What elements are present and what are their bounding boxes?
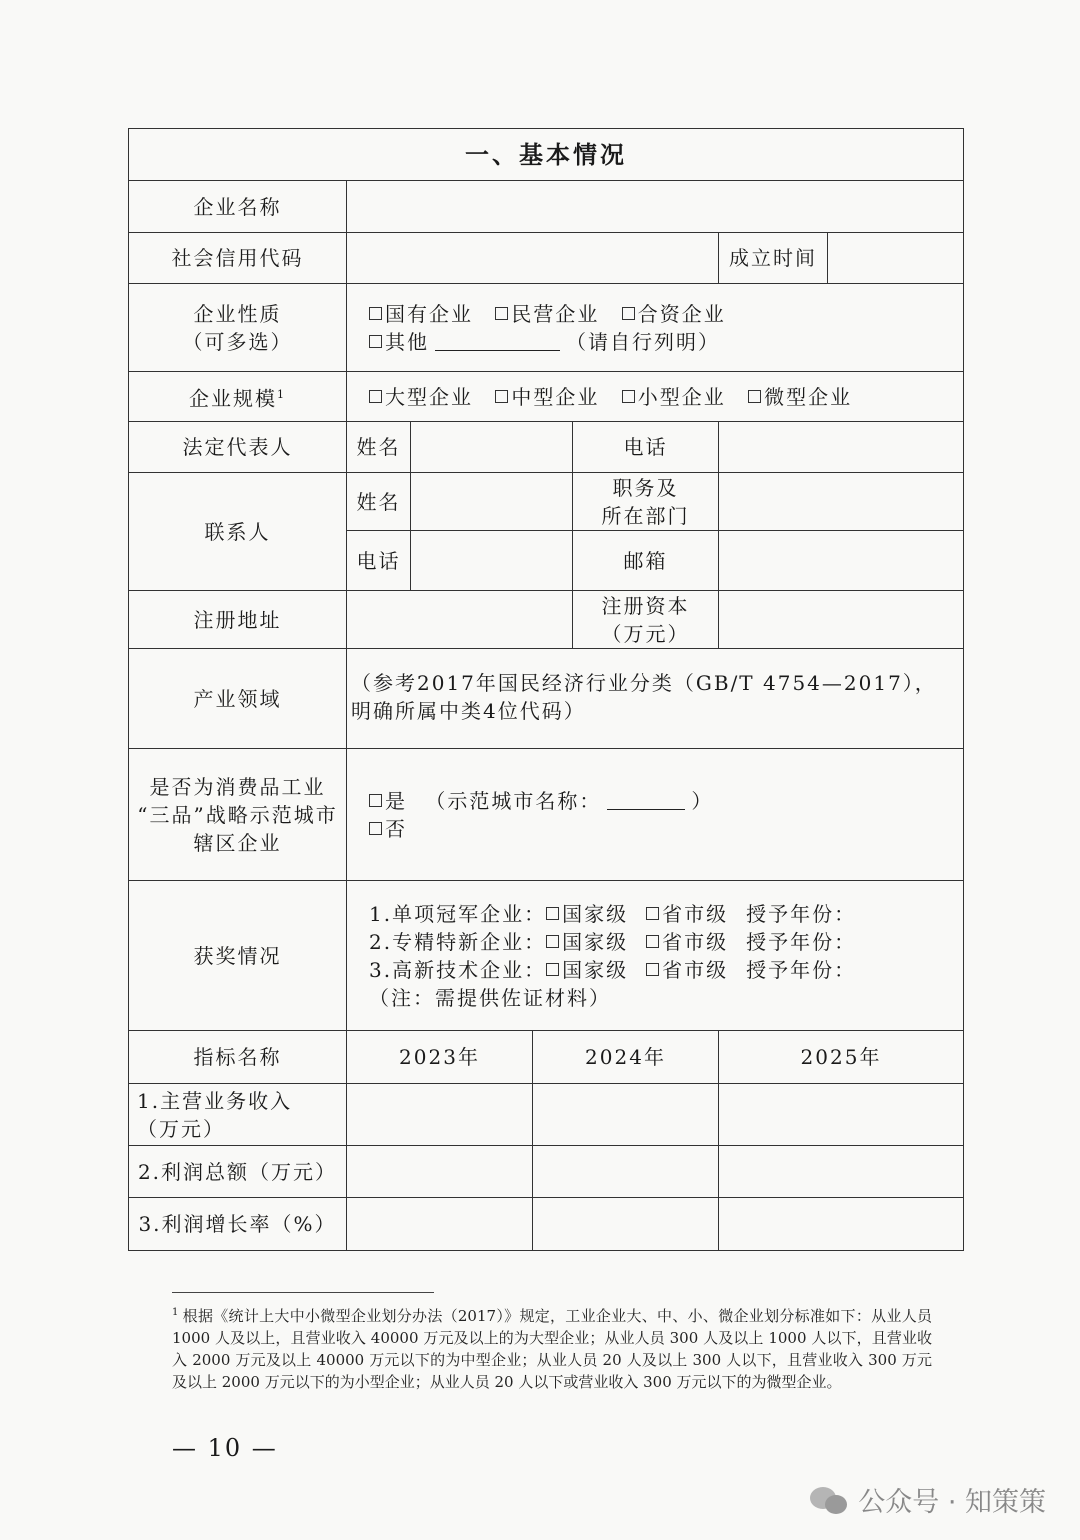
legal-rep-phone-label: 电话 (573, 422, 719, 473)
year-header-2023: 2023年 (347, 1031, 533, 1084)
contact-name-field[interactable] (411, 473, 573, 531)
revenue-2024-field[interactable] (533, 1084, 719, 1146)
indicator-profit-growth: 3.利润增长率（%） (129, 1198, 347, 1251)
demo-option-yes[interactable]: 是 (369, 789, 407, 813)
checkbox-icon (622, 307, 635, 320)
checkbox-icon (748, 390, 761, 403)
footnote-mark: 1 (172, 1307, 179, 1318)
award-row-champion: 1.单项冠军企业： 国家级 省市级 授予年份： (369, 901, 857, 926)
established-label: 成立时间 (719, 233, 828, 284)
established-field[interactable] (828, 233, 964, 284)
table-row (129, 1146, 964, 1198)
page-number: — 10 — (172, 1434, 278, 1462)
revenue-2025-field[interactable] (719, 1084, 964, 1146)
reg-capital-label: 注册资本 （万元） (573, 591, 719, 649)
checkbox-icon (622, 390, 635, 403)
contact-name-label: 姓名 (347, 473, 411, 531)
credit-code-field[interactable] (347, 233, 719, 284)
indicator-header: 指标名称 (129, 1031, 347, 1084)
industry-label: 产业领域 (129, 649, 347, 749)
reg-address-label: 注册地址 (129, 591, 347, 649)
scale-option-micro[interactable]: 微型企业 (748, 385, 852, 409)
demo-city-name-blank[interactable] (607, 789, 685, 810)
checkbox-icon (495, 307, 508, 320)
scale-options (347, 372, 964, 422)
email-label: 邮箱 (573, 531, 719, 591)
year-header-2024: 2024年 (533, 1031, 719, 1084)
year-header-2025: 2025年 (719, 1031, 964, 1084)
profit-2023-field[interactable] (347, 1146, 533, 1198)
award-hightech-provincial[interactable]: 省市级 (646, 958, 728, 982)
legal-rep-name-field[interactable] (411, 422, 573, 473)
credit-code-label: 社会信用代码 (129, 233, 347, 284)
checkbox-icon (646, 907, 659, 920)
nature-label (129, 284, 347, 372)
award-specialized-provincial[interactable]: 省市级 (646, 930, 728, 954)
growth-2025-field[interactable] (719, 1198, 964, 1251)
nature-other-hint: （请自行列明） (566, 329, 720, 354)
table-row (129, 1084, 964, 1146)
nature-label-line1: 企业性质 (193, 301, 282, 326)
basic-info-form (128, 128, 964, 1251)
award-champion-national[interactable]: 国家级 (546, 902, 628, 926)
award-row-specialized: 2.专精特新企业： 国家级 省市级 授予年份： (369, 929, 857, 954)
nature-options (347, 284, 964, 372)
reg-address-field[interactable] (347, 591, 573, 649)
checkbox-icon (646, 935, 659, 948)
checkbox-icon (369, 390, 382, 403)
checkbox-icon (546, 963, 559, 976)
contact-phone-label: 电话 (347, 531, 411, 591)
awards-options (347, 881, 964, 1031)
company-name-label: 企业名称 (129, 181, 347, 233)
nature-option-other[interactable]: 其他 (369, 330, 429, 354)
checkbox-icon (546, 907, 559, 920)
legal-rep-label: 法定代表人 (129, 422, 347, 473)
nature-option-state[interactable]: 国有企业 (369, 302, 473, 326)
checkbox-icon (546, 935, 559, 948)
growth-2023-field[interactable] (347, 1198, 533, 1251)
awards-note: （注：需提供佐证材料） (369, 985, 611, 1010)
watermark-text: 公众号 · 知策策 (858, 1487, 1046, 1518)
industry-note[interactable]: （参考2017年国民经济行业分类（GB/T 4754—2017），明确所属中类4位代码） (347, 649, 964, 749)
checkbox-icon (369, 335, 382, 348)
position-field[interactable] (719, 473, 964, 531)
nature-other-blank[interactable] (435, 330, 560, 351)
contact-phone-field[interactable] (411, 531, 573, 591)
demo-city-label: 是否为消费品工业 “三品”战略示范城市 辖区企业 (129, 749, 347, 881)
award-row-hightech: 3.高新技术企业： 国家级 省市级 授予年份： (369, 957, 857, 982)
award-specialized-national[interactable]: 国家级 (546, 930, 628, 954)
profit-2024-field[interactable] (533, 1146, 719, 1198)
company-name-field[interactable] (347, 181, 964, 233)
checkbox-icon (369, 794, 382, 807)
demo-city-options: 是 （示范城市名称： ） 否 (347, 749, 964, 881)
nature-label-line2: （可多选） (182, 329, 293, 354)
footnote-text: 根据《统计上大中小微型企业划分办法（2017）》规定，工业企业大、中、小、微企业划分标准如下：从业人员 1000 人及以上，且营业收入 40000 万元及以上的为大型企业；从业人员 300 人及以上 1000 人以下，且营业收入 2000 万元及以上 40000 万元以下的为中型企业；从业人员 20 人及以上 300 人以下，且营业收入 300 万元及以上 2000 万元以下的为小型企业；从业人员 20 人以下或营业收入 300 万元以下的为微型企业。 (172, 1307, 932, 1391)
revenue-2023-field[interactable] (347, 1084, 533, 1146)
award-champion-provincial[interactable]: 省市级 (646, 902, 728, 926)
footnote-ref: 1 (277, 387, 286, 401)
profit-2025-field[interactable] (719, 1146, 964, 1198)
section-title: 一、基本情况 (129, 129, 964, 181)
demo-option-no[interactable]: 否 (369, 817, 407, 841)
footnote (172, 1302, 932, 1393)
nature-option-private[interactable]: 民营企业 (495, 302, 599, 326)
reg-capital-field[interactable] (719, 591, 964, 649)
scale-option-small[interactable]: 小型企业 (622, 385, 726, 409)
checkbox-icon (646, 963, 659, 976)
checkbox-icon (369, 307, 382, 320)
scale-option-medium[interactable]: 中型企业 (495, 385, 599, 409)
award-hightech-national[interactable]: 国家级 (546, 958, 628, 982)
position-label: 职务及 所在部门 (573, 473, 719, 531)
contact-label: 联系人 (129, 473, 347, 591)
scale-option-large[interactable]: 大型企业 (369, 385, 473, 409)
indicator-revenue: 1.主营业务收入 （万元） (129, 1084, 347, 1146)
checkbox-icon (495, 390, 508, 403)
awards-label: 获奖情况 (129, 881, 347, 1031)
footnote-divider (172, 1292, 434, 1293)
table-row (129, 1198, 964, 1251)
nature-option-joint[interactable]: 合资企业 (622, 302, 726, 326)
growth-2024-field[interactable] (533, 1198, 719, 1251)
wechat-logo-icon (810, 1485, 850, 1515)
email-field[interactable] (719, 531, 964, 591)
watermark (810, 1480, 1046, 1519)
legal-rep-phone-field[interactable] (719, 422, 964, 473)
scale-label: 企业规模$^1$ (129, 372, 347, 422)
checkbox-icon (369, 822, 382, 835)
indicator-profit: 2.利润总额（万元） (129, 1146, 347, 1198)
legal-rep-name-label: 姓名 (347, 422, 411, 473)
